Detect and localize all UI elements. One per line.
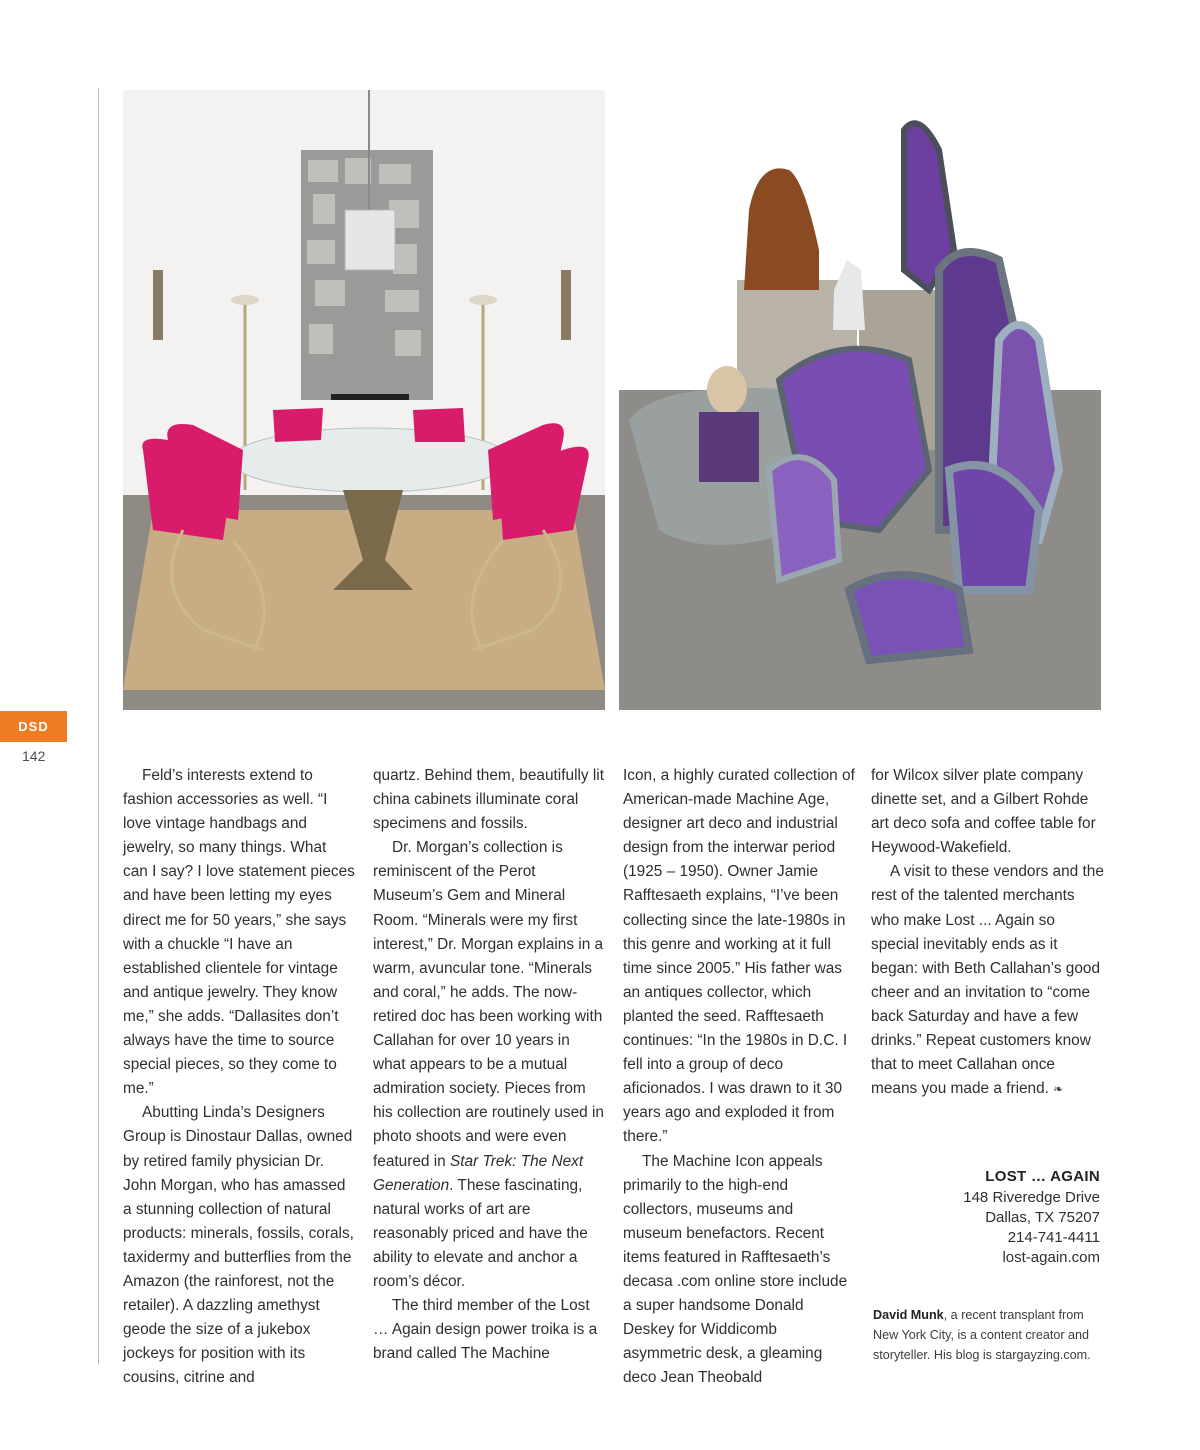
show-title: Star Trek: The Next Generation xyxy=(373,1152,584,1194)
paragraph: The Machine Icon appeals primarily to the high-end collectors, museums and museum benefactors. Recent items featured in Rafftesaeth’s decasa .com online store include a super handsome Donald Deskey for Widdicomb asymmetric desk, a gleaming deco Jean Theobald xyxy=(623,1152,848,1387)
body-column-1 xyxy=(123,764,355,1390)
venue-website[interactable]: lost-again.com xyxy=(1002,1249,1100,1266)
end-mark-icon: ❧ xyxy=(1053,1082,1064,1097)
paragraph-text: Dr. Morgan’s collection is reminiscent of the Perot Museum’s Gem and Mineral Room. “Minerals were my first interest,” Dr. Morgan explains in a warm, avuncular tone. “Minerals and coral,” he adds. The now-retired doc has been working with Callahan for over 10 years in what appears to be a mutual admiration society. Pieces from his collection are routinely used in photo shoots and were even featured in xyxy=(373,839,604,1170)
paragraph-text: A visit to these vendors and the rest of the talented merchants who make Lost ... Again so special inevitably ends as it began: with Beth Callahan’s good cheer and an invitation to “come back Saturday and have a few drinks.” Repeat customers know that to meet Callahan once means you made a friend. xyxy=(871,863,1104,1098)
author-bio xyxy=(873,1305,1105,1365)
paragraph: quartz. Behind them, beautifully lit china cabinets illuminate coral specimens and fossils. xyxy=(373,767,604,833)
paragraph: for Wilcox silver plate company dinette set, and a Gilbert Rohde art deco sofa and coffee table for Heywood-Wakefield. xyxy=(871,767,1096,857)
paragraph: Abutting Linda’s Designers Group is Dinostaur Dallas, owned by retired family physician Dr. John Morgan, who has amassed a stunning collection of natural products: minerals, fossils, corals, taxidermy and butterflies from the Amazon (the rainforest, not the retailer). A dazzling amethyst geode the size of a jukebox jockeys for position with its cousins, citrine and xyxy=(123,1104,354,1387)
amethyst-geodes-photo xyxy=(619,90,1101,710)
body-column-2 xyxy=(373,764,605,1366)
venue-phone: 214-741-4411 xyxy=(1007,1229,1100,1246)
section-tab: DSD xyxy=(0,711,67,742)
venue-address: 148 Riveredge Drive xyxy=(963,1189,1100,1206)
paragraph xyxy=(373,836,605,1294)
dining-room-photo xyxy=(123,90,605,710)
page-number: 142 xyxy=(22,748,46,764)
paragraph: Icon, a highly curated collection of American-made Machine Age, designer art deco and industrial design from the interwar period (1925 – 1950). Owner Jamie Rafftesaeth explains, “I’ve been collecting since the late-1980s in this genre and working at it full time since 2005.” His father was an antiques collector, which planted the seed. Rafftesaeth continues: “In the 1980s in D.C. I fell into a group of deco aficionados. I was drawn to it 30 years ago and exploded it from there.” xyxy=(623,767,855,1146)
venue-city: Dallas, TX 75207 xyxy=(985,1209,1100,1226)
author-bio-text: , a recent transplant from New York City, is a content creator and storyteller. His blog is stargayzing.com. xyxy=(873,1308,1091,1362)
paragraph: Feld’s interests extend to fashion accessories as well. “I love vintage handbags and jewelry, so many things. What can I say? I love statement pieces and have been letting my eyes direct me for 50 years,” she says with a chuckle “I have an established clientele for vintage and antique jewelry. They know me,” she adds. “Dallasites don’t always have the time to source special pieces, so they come to me.” xyxy=(123,767,355,1098)
body-column-4 xyxy=(871,764,1105,1101)
paragraph-text: . These fascinating, natural works of art are reasonably priced and have the ability to elevate and anchor a room’s décor. xyxy=(373,1176,588,1290)
body-column-3 xyxy=(623,764,855,1390)
author-name: David Munk xyxy=(873,1308,944,1322)
venue-info xyxy=(900,1167,1100,1268)
venue-name: LOST … AGAIN xyxy=(985,1168,1100,1185)
paragraph xyxy=(871,860,1105,1101)
margin-rule xyxy=(98,88,99,1364)
paragraph: The third member of the Lost … Again design power troika is a brand called The Machine xyxy=(373,1297,598,1363)
